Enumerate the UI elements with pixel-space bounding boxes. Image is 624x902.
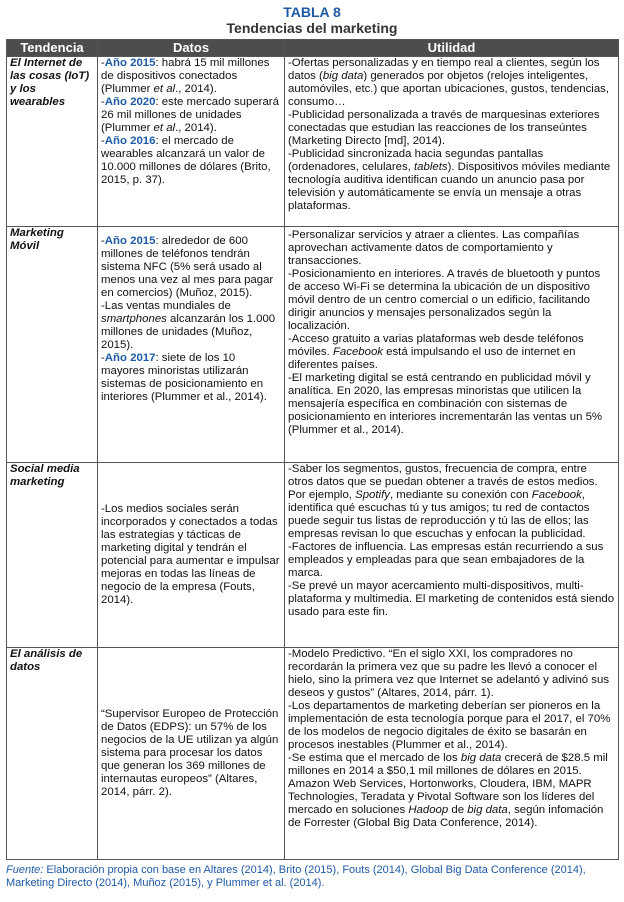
cell-datos: -Los medios sociales serán incorporados y conectados a todas las estrategias y tácticas de marketing digital y tendrán el potencial para aumentar e impulsar mejoras en todas las líneas de negocio de la empresa (Fouts, 2014). — [98, 463, 285, 648]
table-row-analisis — [7, 648, 619, 860]
cell-tendencia: El análisis de datos — [7, 648, 98, 860]
cell-tendencia: El Internet de las cosas (IoT) y los wearables — [7, 57, 98, 227]
cell-utilidad: -Personalizar servicios y atraer a clientes. Las compañías aprovechan activamente datos de comportamiento y transacciones. -Posicionamiento en interiores. A través de bluetooth y puntos de acceso Wi-Fi se determina la ubicación de un dispositivo móvil dentro de un centro comercial o un edificio, facilitando dirigir anuncios y mensajes personalizados según la localización. -Acceso gratuito a varias plataformas web desde teléfonos móviles. Facebook está impulsando el uso de internet en diferentes países. -El marketing digital se está centrando en publicidad móvil y analítica. En 2020, las empresas minoristas que utilicen la mensajería específica en combinación con sistemas de posicionamiento en interiores incrementarán las ventas un 5% (Plummer et al., 2014). — [285, 227, 619, 463]
cell-datos: “Supervisor Europeo de Protección de Datos (EDPS): un 57% de los negocios de la UE utilizan ya algún sistema para procesar los datos que generan los 369 millones de internautas europeos” (Altares, 2014, párr. 2). — [98, 648, 285, 860]
trends-table — [6, 39, 619, 860]
source-note — [6, 864, 618, 890]
cell-datos: -Año 2015: habrá 15 mil millones de dispositivos conectados (Plummer et al., 2014). -Año 2020: este mercado superará 26 mil millones de unidades (Plummer et al., 2014). -Año 2016: el mercado de wearables alcanzará un valor de 10.000 millones de dólares (Brito, 2015, p. 37). — [98, 57, 285, 227]
table-caption — [0, 0, 624, 36]
header-datos: Datos — [98, 40, 285, 57]
table-row-social — [7, 463, 619, 648]
table-number: TABLA 8 — [283, 4, 341, 20]
cell-utilidad: -Ofertas personalizadas y en tiempo real a clientes, según los datos (big data) generados por objetos (relojes inteligentes, automóviles, etc.) que aportan ubicaciones, gustos, tendencias, consumo… -Publicidad personalizada a través de marquesinas exteriores conectadas que estudian las reacciones de los transeúntes (Marketing Directo [md], 2014). -Publicidad sincronizada hacia segundas pantallas (ordenadores, celulares, tablets). Dispositivos móviles mediante tecnología auditiva identifican cuando un anuncio pasa por televisión y automáticamente se envía un mensaje a otras plataformas. — [285, 57, 619, 227]
header-tendencia: Tendencia — [7, 40, 98, 57]
cell-tendencia: Marketing Móvil — [7, 227, 98, 463]
header-utilidad: Utilidad — [285, 40, 619, 57]
table-row-movil — [7, 227, 619, 463]
cell-utilidad: -Saber los segmentos, gustos, frecuencia de compra, entre otros datos que se puedan obtener a través de estos medios. Por ejemplo, Spotify, mediante su conexión con Facebook, identifica qué escuchas tú y tus amigos; tu red de contactos puede seguir tus listas de reproducción y tú las de ellos; las empresas revisan lo que escuchas y enfocan la publicidad. -Factores de influencia. Las empresas están recurriendo a sus empleados y empleadas para que sean embajadores de la marca. -Se prevé un mayor acercamiento multi-dispositivos, multi-plataforma y multimedia. El marketing de contenidos está siendo usado para este fin. — [285, 463, 619, 648]
table-header-row — [7, 40, 619, 57]
cell-utilidad: -Modelo Predictivo. “En el siglo XXI, los compradores no recordarán la primera vez que su padre les llevó a conocer el hielo, sino la primera vez que Internet se adelantó y adivinó sus deseos y gustos” (Altares, 2014, párr. 1). -Los departamentos de marketing deberían ser pioneros en la implementación de esta tecnología porque para el 2017, el 70% de los modelos de negocio digitales de éxito se basarán en procesos inestables (Plummer et al., 2014). -Se estima que el mercado de los big data crecerá de $28.5 mil millones en 2014 a $50,1 mil millones de dólares en 2015. Amazon Web Services, Hortonworks, Cloudera, IBM, MAPR Technologies, Teradata y Pivotal Software son los líderes del mercado en soluciones Hadoop de big data, según infomación de Forrester (Global Big Data Conference, 2014). — [285, 648, 619, 860]
source-label: Fuente: — [6, 864, 44, 876]
table-title: Tendencias del marketing — [226, 20, 398, 36]
cell-tendencia: Social media marketing — [7, 463, 98, 648]
source-text: Elaboración propia con base en Altares (2014), Brito (2015), Fouts (2014), Global Big Data Conference (2014), Marketing Directo (2014), Muñoz (2015), y Plummer et al. (2014). — [6, 864, 586, 889]
cell-datos: -Año 2015: alrededor de 600 millones de teléfonos tendrán sistema NFC (5% será usado al menos una vez al mes para pagar en comercios) (Muñoz, 2015). -Las ventas mundiales de smartphones alcanzarán los 1.000 millones de unidades (Muñoz, 2015). -Año 2017: siete de los 10 mayores minoristas utilizarán sistemas de posicionamiento en interiores (Plummer et al., 2014). — [98, 227, 285, 463]
table-row-iot — [7, 57, 619, 227]
